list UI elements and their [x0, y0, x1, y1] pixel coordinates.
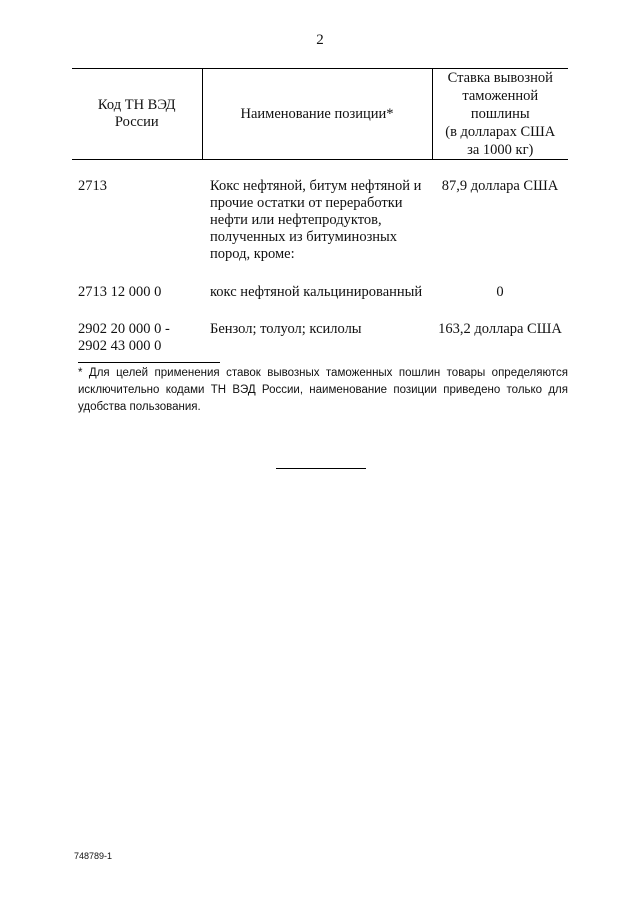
table-row	[72, 263, 568, 301]
header-rate	[432, 69, 568, 160]
export-duty-table	[72, 68, 568, 355]
duty-table-container	[72, 68, 568, 355]
header-rate-line: Ставка вывозной	[447, 70, 553, 86]
code-line: 2902 43 000 0	[78, 338, 162, 354]
header-rate-line: пошлины	[470, 106, 530, 122]
header-rate-line: (в долларах США	[445, 124, 556, 140]
header-name-label: Наименование позиции*	[240, 105, 394, 122]
end-divider	[276, 468, 366, 469]
header-code	[72, 69, 202, 160]
cell-code	[72, 263, 202, 301]
cell-name: Кокс нефтяной, битум нефтяной и прочие остатки от переработки нефти или нефтепродуктов, полученных из битуминозных пород, кроме:	[210, 178, 422, 262]
cell-code	[72, 301, 202, 355]
cell-rate: 163,2 доллара США	[438, 321, 562, 337]
cell-rate: 87,9 доллара США	[441, 178, 559, 194]
cell-code	[72, 160, 202, 264]
page-number: 2	[316, 32, 324, 48]
header-code-line: Код ТН ВЭД	[97, 97, 176, 113]
header-name	[202, 69, 432, 160]
code-line: 2713 12 000 0	[78, 284, 162, 300]
table-header	[72, 69, 568, 160]
cell-name: Бензол; толуол; ксилолы	[210, 321, 362, 337]
table-row	[72, 301, 568, 355]
header-code-line: России	[114, 114, 159, 130]
header-row	[72, 69, 568, 160]
footnote-text: * Для целей применения ставок вывозных таможенных пошлин товары определяются исключительно кодами ТН ВЭД России, наименование позиции приведено только для удобства пользования.	[78, 367, 568, 413]
header-rate-line: за 1000 кг)	[467, 142, 534, 158]
code-line: 2713	[78, 178, 107, 194]
header-rate-line: таможенной	[462, 88, 539, 104]
cell-rate: 0	[496, 284, 504, 300]
code-line: 2902 20 000 0 -	[78, 321, 170, 337]
cell-name: кокс нефтяной кальцинированный	[210, 284, 423, 300]
table-row	[72, 160, 568, 264]
table-body	[72, 160, 568, 356]
footnote-divider	[78, 362, 220, 363]
document-id: 748789-1	[74, 851, 113, 861]
